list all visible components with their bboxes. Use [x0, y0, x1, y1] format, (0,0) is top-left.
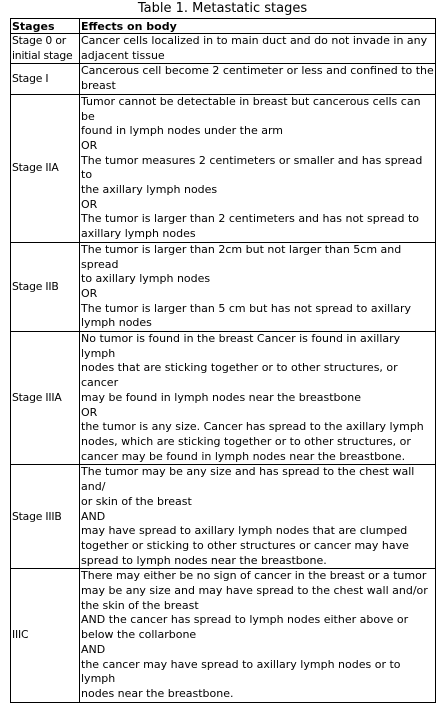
table-row: [11, 94, 436, 242]
stage-cell: [11, 465, 80, 569]
effects-line: found in lymph nodes under the arm: [81, 124, 284, 138]
effects-line: the cancer may have spread to axillary lymph nodes or to lymph: [81, 657, 401, 686]
effects-cell: [80, 94, 436, 242]
effects-line: the tumor is any size. Cancer has spread to the axillary lymph: [81, 420, 424, 434]
effects-line: the skin of the breast: [81, 598, 199, 612]
metastatic-stages-table: [10, 18, 436, 703]
effects-line: AND the cancer has spread to lymph nodes either above or: [81, 613, 409, 627]
effects-line: Tumor cannot be detectable in breast but cancerous cells can be: [81, 94, 421, 123]
effects-line: below the collarbone: [81, 628, 197, 642]
effects-line: together or sticking to other structures or cancer may have: [81, 538, 409, 552]
stage-cell: [11, 569, 80, 702]
table-row: [11, 64, 436, 94]
effects-line: the axillary lymph nodes: [81, 183, 218, 197]
effects-line: spread to lymph nodes near the breastbone.: [81, 553, 327, 567]
effects-cell: [80, 242, 436, 331]
stage-label-line: Stage IIIB: [12, 509, 62, 523]
effects-line: nodes that are sticking together or to other structures, or cancer: [81, 361, 398, 390]
effects-line: Cancer cells localized in to main duct and do not invade in any: [81, 34, 428, 47]
effects-line: or skin of the breast: [81, 494, 192, 508]
effects-cell: [80, 465, 436, 569]
table-caption: Table 1. Metastatic stages: [137, 1, 308, 16]
effects-line: The tumor may be any size and has spread to the chest wall and/: [81, 465, 415, 494]
effects-line: cancer may be found in lymph nodes near the breastbone.: [81, 449, 406, 463]
effects-line: OR: [81, 405, 98, 419]
effects-line: There may either be no sign of cancer in the breast or a tumor: [81, 569, 427, 583]
effects-line: AND: [81, 642, 106, 656]
table-row: [11, 332, 436, 465]
effects-cell: [80, 569, 436, 702]
effects-line: nodes, which are sticking together or to other structures, or: [81, 434, 411, 448]
effects-line: may be found in lymph nodes near the breastbone: [81, 390, 361, 404]
effects-line: The tumor is larger than 2 centimeters and has not spread to: [81, 212, 420, 226]
stage-label-line: IIIC: [12, 628, 29, 642]
stage-label-line: Stage 0 or: [12, 34, 66, 47]
stage-cell: [11, 94, 80, 242]
effects-line: lymph nodes: [81, 316, 152, 330]
effects-line: to axillary lymph nodes: [81, 272, 211, 286]
effects-line: may be any size and may have spread to the chest wall and/or: [81, 584, 428, 598]
effects-line: axillary lymph nodes: [81, 227, 196, 241]
effects-line: breast: [81, 79, 116, 93]
effects-line: No tumor is found in the breast Cancer is found in axillary lymph: [81, 332, 401, 360]
effects-cell: [80, 64, 436, 94]
stage-label-line: Stage IIB: [12, 279, 59, 293]
table-row: [11, 34, 436, 64]
effects-line: adjacent tissue: [81, 48, 165, 62]
table-row: [11, 569, 436, 702]
stage-label-line: Stage I: [12, 71, 49, 85]
effects-line: nodes near the breastbone.: [81, 686, 234, 700]
stage-label-line: Stage IIIA: [12, 390, 62, 404]
effects-cell: [80, 34, 436, 64]
header-row: [11, 19, 436, 34]
header-effects: Effects on body: [80, 19, 436, 34]
stage-cell: [11, 242, 80, 331]
stage-label-line: initial stage: [12, 48, 73, 62]
header-stages: Stages: [11, 19, 80, 34]
effects-line: AND: [81, 509, 106, 523]
stage-label-line: Stage IIA: [12, 160, 59, 174]
table-row: [11, 465, 436, 569]
effects-line: The tumor measures 2 centimeters or smaller and has spread to: [81, 153, 423, 182]
effects-line: OR: [81, 197, 98, 211]
stage-cell: [11, 64, 80, 94]
effects-line: The tumor is larger than 2cm but not larger than 5cm and spread: [81, 242, 402, 271]
effects-line: OR: [81, 138, 98, 152]
effects-cell: [80, 332, 436, 465]
table-row: [11, 242, 436, 331]
effects-line: may have spread to axillary lymph nodes that are clumped: [81, 524, 408, 538]
stage-cell: [11, 332, 80, 465]
effects-line: Cancerous cell become 2 centimeter or less and confined to the: [81, 64, 434, 78]
stage-cell: [11, 34, 80, 64]
effects-line: The tumor is larger than 5 cm but has not spread to axillary: [81, 301, 412, 315]
effects-line: OR: [81, 286, 98, 300]
